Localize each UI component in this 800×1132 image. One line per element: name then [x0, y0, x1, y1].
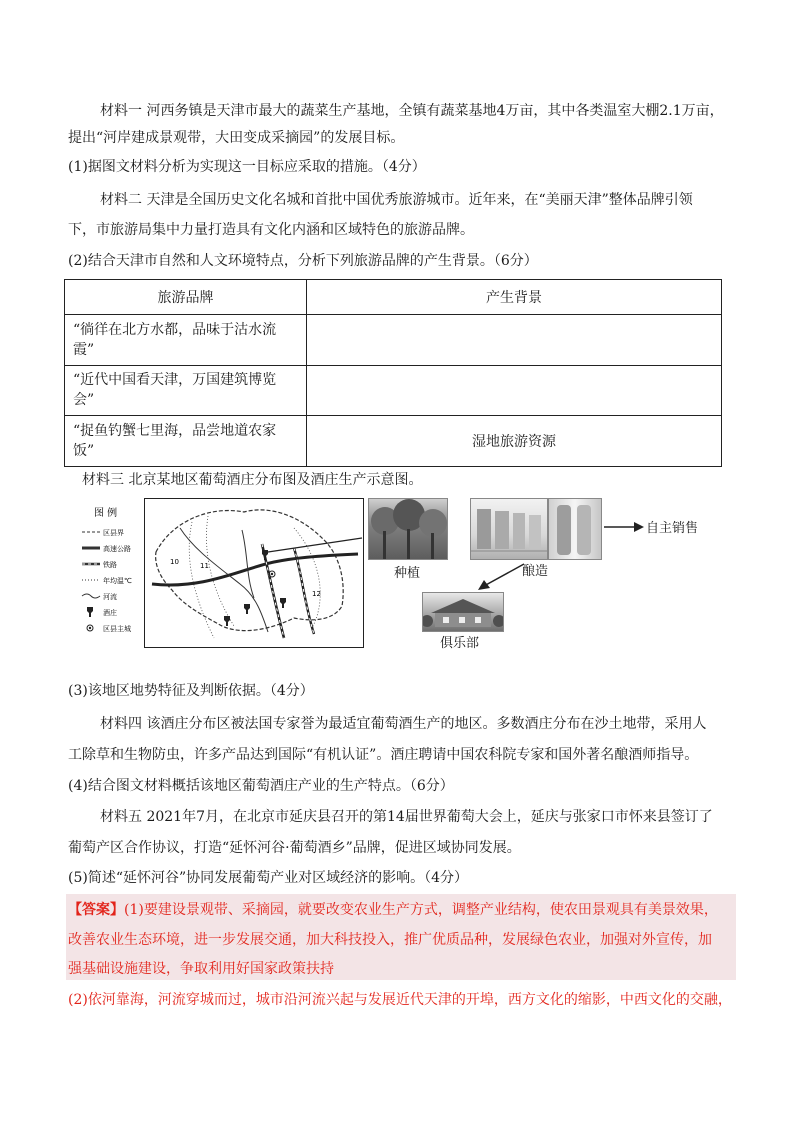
legend-item: 铁路 — [103, 561, 117, 569]
question-1: (1)据图文材料分析为实现这一目标应采取的措施。（4分） — [68, 159, 426, 175]
step-brew-label: 酿造 — [522, 564, 549, 579]
material1-line2: 提出“河岸建成景观带，大田变成采摘园”的发展目标。 — [68, 130, 405, 146]
step-sell-label: 自主销售 — [646, 521, 699, 536]
club-photo — [422, 592, 504, 632]
arrow-to-club — [472, 560, 532, 594]
map-legend — [78, 494, 144, 650]
brand-text-line: “近代中国看天津，万国建筑博览 — [73, 372, 277, 389]
step-club-label: 俱乐部 — [440, 636, 480, 651]
legend-item: 年均温℃ — [103, 577, 132, 585]
answer-line-4: (2)依河靠海，河流穿城而过，城市沿河流兴起与发展近代天津的开埠，西方文化的缩影，中西文化的交融， — [68, 992, 732, 1008]
legend-item: 河流 — [103, 593, 117, 601]
legend-item: 区县界 — [103, 529, 124, 537]
brand-text-line: 霞” — [73, 341, 95, 358]
brand-text-line: “徜徉在北方水都，品味于沽水流 — [73, 321, 277, 338]
brand-text-line: 会” — [73, 392, 95, 409]
table-row — [65, 315, 722, 366]
material4-line2: 工除草和生物防虫，许多产品达到国际“有机认证”。酒庄聘请中国农科院专家和国外著名酿酒师指导。 — [68, 747, 699, 763]
isotherm-label: 11 — [200, 562, 209, 570]
answer-tag: 【答案】 — [68, 902, 124, 918]
answer-text: (1)要建设景观带、采摘园，就要改变农业生产方式，调整产业结构，使农田景观具有美景效果， — [124, 902, 718, 918]
brewing-photo-1 — [470, 498, 548, 560]
brand-text-line: 饭” — [73, 443, 95, 460]
legend-item: 酒庄 — [103, 609, 117, 617]
table-row — [65, 416, 722, 467]
planting-photo — [368, 498, 448, 560]
table-cell-brand — [65, 315, 307, 366]
winery-map — [144, 498, 364, 648]
winery-figure — [78, 494, 718, 650]
table-cell-background — [307, 315, 722, 366]
legend-item: 高速公路 — [103, 545, 131, 553]
arrow-to-sale — [604, 520, 644, 534]
table-cell-brand — [65, 416, 307, 467]
county-seat-icon — [271, 573, 273, 575]
material1-line1: 材料一 河西务镇是天津市最大的蔬菜生产基地，全镇有蔬菜基地4万亩，其中各类温室大棚2.1万亩， — [100, 103, 724, 119]
material4-line1: 材料四 该酒庄分布区被法国专家誉为最适宜葡萄酒生产的地区。多数酒庄分布在沙土地带，采用人 — [100, 716, 707, 732]
material2-line2: 下，市旅游局集中力量打造具有文化内涵和区域特色的旅游品牌。 — [68, 222, 474, 238]
brewing-photo-2 — [548, 498, 602, 560]
table-cell-brand — [65, 365, 307, 416]
brand-text-line: “捉鱼钓蟹七里海，品尝地道农家 — [73, 423, 277, 440]
tourism-brand-table — [64, 279, 722, 467]
table-header-brand: 旅游品牌 — [65, 280, 307, 315]
question-5: (5)简述“延怀河谷”协同发展葡萄产业对区域经济的影响。（4分） — [68, 870, 469, 886]
isotherm-label: 12 — [312, 590, 321, 598]
question-3: (3)该地区地势特征及判断依据。（4分） — [68, 683, 314, 699]
question-4: (4)结合图文材料概括该地区葡萄酒庄产业的生产特点。（6分） — [68, 778, 454, 794]
material5-line2: 葡萄产区合作协议，打造“延怀河谷·葡萄酒乡”品牌，促进区域协同发展。 — [68, 840, 521, 856]
county-seat-icon — [89, 627, 91, 629]
material2-line1: 材料二 天津是全国历史文化名城和首批中国优秀旅游城市。近年来，在“美丽天津”整体品牌引领 — [100, 192, 693, 208]
answer-line-3: 强基础设施建设，争取利用好国家政策扶持 — [68, 961, 334, 977]
table-cell-background — [307, 365, 722, 416]
legend-item: 区县主城 — [103, 625, 131, 633]
question-2: (2)结合天津市自然和人文环境特点，分析下列旅游品牌的产生背景。（6分） — [68, 253, 538, 269]
table-cell-background: 湿地旅游资源 — [307, 416, 722, 467]
answer-line-2: 改善农业生态环境，进一步发展交通，加大科技投入，推广优质品种，发展绿色农业，加强对外宣传，加 — [68, 932, 712, 948]
winery-icon — [87, 607, 93, 617]
table-header-background: 产生背景 — [307, 280, 722, 315]
answer-line-1 — [68, 900, 718, 920]
isotherm-label: 10 — [170, 558, 179, 566]
table-header-row — [65, 280, 722, 315]
legend-river-symbol — [82, 594, 100, 598]
step-plant-label: 种植 — [394, 566, 421, 581]
table-row — [65, 365, 722, 416]
material3-line: 材料三 北京某地区葡萄酒庄分布图及酒庄生产示意图。 — [82, 472, 423, 488]
legend-title: 图 例 — [94, 508, 118, 519]
material5-line1: 材料五 2021年7月，在北京市延庆县召开的第14届世界葡萄大会上，延庆与张家口市怀来县签订了 — [100, 809, 713, 825]
